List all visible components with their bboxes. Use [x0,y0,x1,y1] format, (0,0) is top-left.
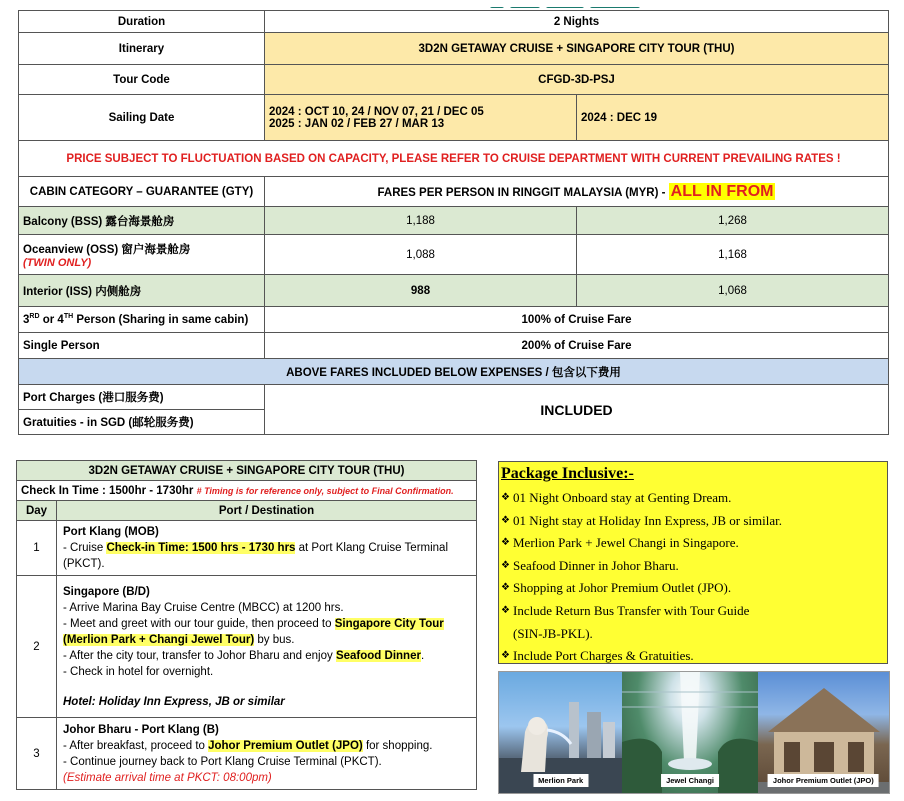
cabin-name: Oceanview (OSS) 窗户海景舱房 [23,243,191,256]
day-place: Port Klang (MOB) [63,526,159,538]
photo-caption: Merlion Park [533,774,588,787]
photo-caption: Johor Premium Outlet (JPO) [768,774,879,787]
highlight: Check-in Time: 1500 hrs - 1730 hrs [106,542,296,554]
package-item [501,600,883,623]
itinerary-day-3 [17,718,477,790]
header-clip [490,0,750,8]
day-number: 3 [17,718,57,790]
fare-a: 1,188 [265,207,577,235]
price-notice: PRICE SUBJECT TO FLUCTUATION BASED ON CAPACITY, PLEASE REFER TO CRUISE DEPARTMENT WITH CURRENT PREVAILING RATES ! [19,141,889,177]
fare-row-balcony [19,207,889,235]
twin-only-note: (TWIN ONLY) [23,256,92,269]
tour-code-label: Tour Code [19,65,265,95]
highlight: Singapore City Tour [334,617,444,630]
included-header: ABOVE FARES INCLUDED BELOW EXPENSES / 包含以下费用 [19,359,889,385]
day-place: Singapore (B/D) [63,585,150,598]
gratuities-label: Gratuities - in SGD (邮轮服务费) [19,410,265,435]
fourth-sup: TH [63,313,74,321]
fare-row-oceanview [19,235,889,275]
diamond-bullet-icon: ❖ [501,537,510,549]
package-item [501,510,883,533]
sailing-dates-a [265,95,577,141]
port-charges-label: Port Charges (港口服务费) [19,385,265,410]
day-line [63,616,470,632]
third-sup: RD [29,313,40,321]
package-item [501,532,883,555]
sailing-dates-a-line1: 2024 : OCT 10, 24 / NOV 07, 21 / DEC 05 [269,105,484,118]
itinerary-value: 3D2N GETAWAY CRUISE + SINGAPORE CITY TOUR (THU) [265,33,889,65]
single-person-label: Single Person [19,333,265,359]
col-port-header: Port / Destination [57,501,477,521]
text: . [420,649,425,662]
fares-header [265,177,889,207]
cabin-label: Balcony (BSS) 露台海景舱房 [19,207,265,235]
day-line [63,540,470,556]
day-number: 2 [17,576,57,718]
col-day-header: Day [17,501,57,521]
highlight: (Merlion Park + Changi Jewel Tour) [63,633,255,646]
diamond-bullet-icon: ❖ [501,582,510,594]
fare-a: 1,088 [265,235,577,275]
day-line: - Continue journey back to Port Klang Cruise Terminal (PKCT). [63,755,382,768]
itinerary-day-1 [17,521,477,576]
sailing-dates-a-line2: 2025 : JAN 02 / FEB 27 / MAR 13 [269,117,445,130]
text: for shopping. [362,739,433,752]
cabin-label [19,235,265,275]
diamond-bullet-icon: ❖ [501,650,510,662]
fare-table [18,10,889,435]
tour-code-value: CFGD-3D-PSJ [265,65,889,95]
day-line: - Check in hotel for overnight. [63,665,214,678]
item-text: Seafood Dinner in Johor Bharu. [513,557,679,573]
third-person-label [19,307,265,333]
cabin-category-header: CABIN CATEGORY – GUARANTEE (GTY) [19,177,265,207]
fourth-num: or 4 [39,313,64,326]
package-inclusive-box [498,461,888,664]
duration-label: Duration [19,11,265,33]
cabin-label: Interior (ISS) 内侧舱房 [19,275,265,307]
day-desc [57,521,477,576]
photo-caption: Jewel Changi [661,774,719,787]
text: - Meet and greet with our tour guide, then proceed to [63,617,335,630]
fare-b: 1,068 [577,275,889,307]
day-place: Johor Bharu - Port Klang (B) [63,723,219,736]
day-line [63,738,470,754]
item-text: 01 Night Onboard stay at Genting Dream. [513,490,732,505]
checkin-time: Check In Time : 1500hr - 1730hr [21,484,194,497]
fares-header-text: FARES PER PERSON IN RINGGIT MALAYSIA (MYR) - [377,186,666,199]
day-desc [57,576,477,718]
photo-strip [498,671,890,794]
package-item [501,555,883,578]
itinerary-table [16,460,477,790]
fare-a: 988 [265,275,577,307]
day-line [63,648,470,664]
text: by bus. [254,633,295,646]
package-item-continuation: (SIN-JB-PKL). [513,625,593,641]
diamond-bullet-icon: ❖ [501,604,510,616]
itinerary-title: 3D2N GETAWAY CRUISE + SINGAPORE CITY TOUR (THU) [17,461,477,481]
diamond-bullet-icon: ❖ [501,514,510,526]
fare-b: 1,168 [577,235,889,275]
highlight: Johor Premium Outlet (JPO) [208,739,363,752]
day-line: (PKCT). [63,558,105,570]
package-item [501,577,883,600]
itinerary-day-2 [17,576,477,718]
diamond-bullet-icon: ❖ [501,559,510,571]
text: - After breakfast, proceed to [63,739,209,752]
day-line: - Arrive Marina Bay Cruise Centre (MBCC) at 1200 hrs. [63,601,344,614]
checkin-row [17,481,477,501]
day-desc [57,718,477,790]
item-text: 01 Night stay at Holiday Inn Express, JB or similar. [513,512,783,528]
package-title: Package Inclusive:- [501,465,634,482]
item-text: Merlion Park + Jewel Changi in Singapore. [513,535,739,551]
jewel-changi-photo [622,672,757,793]
item-text: Include Port Charges & Gratuities. [513,648,694,664]
hotel-line: Hotel: Holiday Inn Express, JB or similar [63,695,285,708]
itinerary-label: Itinerary [19,33,265,65]
checkin-note: # Timing is for reference only, subject to Final Confirmation. [196,485,454,496]
included-value: INCLUDED [265,385,889,435]
package-item [501,487,883,510]
text: at Port Klang Cruise Terminal [295,542,449,554]
day-line [63,632,470,648]
fare-row-interior [19,275,889,307]
third-num: 3 [23,313,30,326]
sailing-date-label: Sailing Date [19,95,265,141]
merlion-park-photo [499,672,622,793]
third-person-text: Person (Sharing in same cabin) [73,313,249,326]
duration-value: 2 Nights [265,11,889,33]
text: - After the city tour, transfer to Johor Bharu and enjoy [63,649,336,662]
third-person-value: 100% of Cruise Fare [265,307,889,333]
sailing-dates-b: 2024 : DEC 19 [577,95,889,141]
highlight: Seafood Dinner [335,649,421,662]
johor-premium-outlet-photo [758,672,889,793]
day-number: 1 [17,521,57,576]
item-text: Include Return Bus Transfer with Tour Guide [513,602,750,618]
all-in-from-badge: ALL IN FROM [670,182,774,200]
item-text: Shopping at Johor Premium Outlet (JPO). [513,580,732,596]
diamond-bullet-icon: ❖ [501,492,510,503]
package-item [501,645,883,668]
arrival-note: (Estimate arrival time at PKCT: 08:00pm) [63,771,272,784]
single-person-value: 200% of Cruise Fare [265,333,889,359]
fare-b: 1,268 [577,207,889,235]
text: - Cruise [63,542,107,554]
